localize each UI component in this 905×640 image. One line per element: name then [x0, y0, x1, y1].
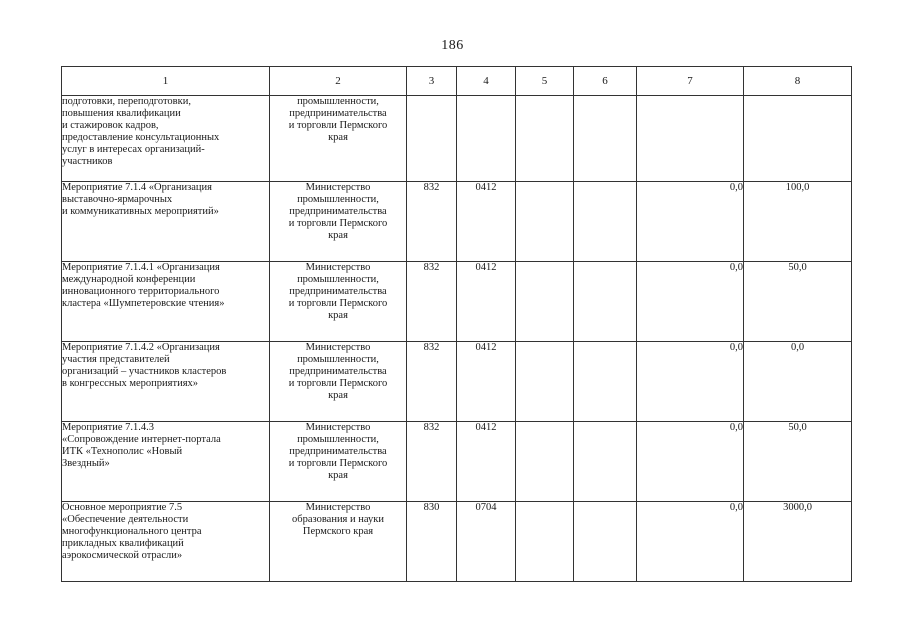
- row-code-3: 832: [407, 342, 457, 422]
- row-amount-7: 0,0: [637, 262, 744, 342]
- row-executor: [270, 262, 407, 342]
- table-row: [62, 502, 852, 582]
- row-amount-8: [744, 96, 852, 182]
- table-row: [62, 96, 852, 182]
- row-executor: [270, 422, 407, 502]
- header-col-6: 6: [574, 67, 637, 96]
- row-amount-8: 100,0: [744, 182, 852, 262]
- row-amount-7: 0,0: [637, 422, 744, 502]
- table-row: [62, 262, 852, 342]
- row-col-6: [574, 96, 637, 182]
- row-col-5: [516, 502, 574, 582]
- header-col-7: 7: [637, 67, 744, 96]
- header-col-3: 3: [407, 67, 457, 96]
- row-col-6: [574, 262, 637, 342]
- page-number: 186: [441, 38, 464, 53]
- table-row: [62, 342, 852, 422]
- row-executor-text: промышленности, предпринимательства и торговли Пермского края: [288, 96, 388, 143]
- row-description: [62, 342, 270, 422]
- row-amount-7: [637, 96, 744, 182]
- header-col-4: 4: [457, 67, 516, 96]
- row-amount-8: 0,0: [744, 342, 852, 422]
- row-description-text: Мероприятие 7.1.4.2 «Организация участия представителей организаций – участников кластеров в конгрессных мероприятиях»: [62, 342, 227, 389]
- row-amount-8: 3000,0: [744, 502, 852, 582]
- header-col-2: 2: [270, 67, 407, 96]
- row-executor: [270, 502, 407, 582]
- row-description: [62, 422, 270, 502]
- row-code-3: [407, 96, 457, 182]
- row-col-5: [516, 182, 574, 262]
- row-col-5: [516, 342, 574, 422]
- row-amount-7: 0,0: [637, 502, 744, 582]
- row-description-text: Основное мероприятие 7.5 «Обеспечение деятельности многофункционального центра прикладных квалификаций аэрокосмической отрасли»: [62, 502, 202, 561]
- row-col-5: [516, 262, 574, 342]
- row-description-text: Мероприятие 7.1.4.3 «Сопровождение интернет-портала ИТК «Технополис «Новый Звездный»: [62, 422, 221, 469]
- row-code-4: 0704: [457, 502, 516, 582]
- header-col-1: 1: [62, 67, 270, 96]
- row-amount-7: 0,0: [637, 182, 744, 262]
- row-executor-text: Министерство промышленности, предпринимательства и торговли Пермского края: [288, 342, 388, 401]
- table-row: [62, 182, 852, 262]
- row-executor: [270, 96, 407, 182]
- table-row: [62, 422, 852, 502]
- row-description: [62, 262, 270, 342]
- row-col-6: [574, 182, 637, 262]
- row-col-5: [516, 96, 574, 182]
- row-code-3: 832: [407, 422, 457, 502]
- row-amount-8: 50,0: [744, 422, 852, 502]
- row-col-6: [574, 342, 637, 422]
- row-description-text: Мероприятие 7.1.4 «Организация выставочно-ярмарочных и коммуникативных мероприятий»: [62, 182, 219, 217]
- row-description: [62, 96, 270, 182]
- header-row: [62, 67, 852, 96]
- row-description: [62, 502, 270, 582]
- row-executor-text: Министерство образования и науки Пермского края: [292, 502, 384, 537]
- row-description-text: подготовки, переподготовки, повышения квалификации и стажировок кадров, предоставление консультационных услуг в интересах организаций- участников: [62, 96, 220, 167]
- row-code-4: 0412: [457, 182, 516, 262]
- row-description: [62, 182, 270, 262]
- row-code-3: 830: [407, 502, 457, 582]
- budget-table: [61, 66, 852, 582]
- header-col-5: 5: [516, 67, 574, 96]
- row-executor: [270, 182, 407, 262]
- row-col-6: [574, 502, 637, 582]
- row-code-4: 0412: [457, 342, 516, 422]
- row-code-3: 832: [407, 262, 457, 342]
- row-code-4: 0412: [457, 262, 516, 342]
- row-executor: [270, 342, 407, 422]
- row-executor-text: Министерство промышленности, предпринимательства и торговли Пермского края: [288, 182, 388, 241]
- row-code-4: [457, 96, 516, 182]
- row-description-text: Мероприятие 7.1.4.1 «Организация международной конференции инновационного территориального кластера «Шумпетеровские чтения»: [62, 262, 225, 309]
- row-code-4: 0412: [457, 422, 516, 502]
- row-executor-text: Министерство промышленности, предпринимательства и торговли Пермского края: [288, 422, 388, 481]
- row-col-5: [516, 422, 574, 502]
- row-col-6: [574, 422, 637, 502]
- row-code-3: 832: [407, 182, 457, 262]
- header-col-8: 8: [744, 67, 852, 96]
- row-amount-7: 0,0: [637, 342, 744, 422]
- row-executor-text: Министерство промышленности, предпринимательства и торговли Пермского края: [288, 262, 388, 321]
- row-amount-8: 50,0: [744, 262, 852, 342]
